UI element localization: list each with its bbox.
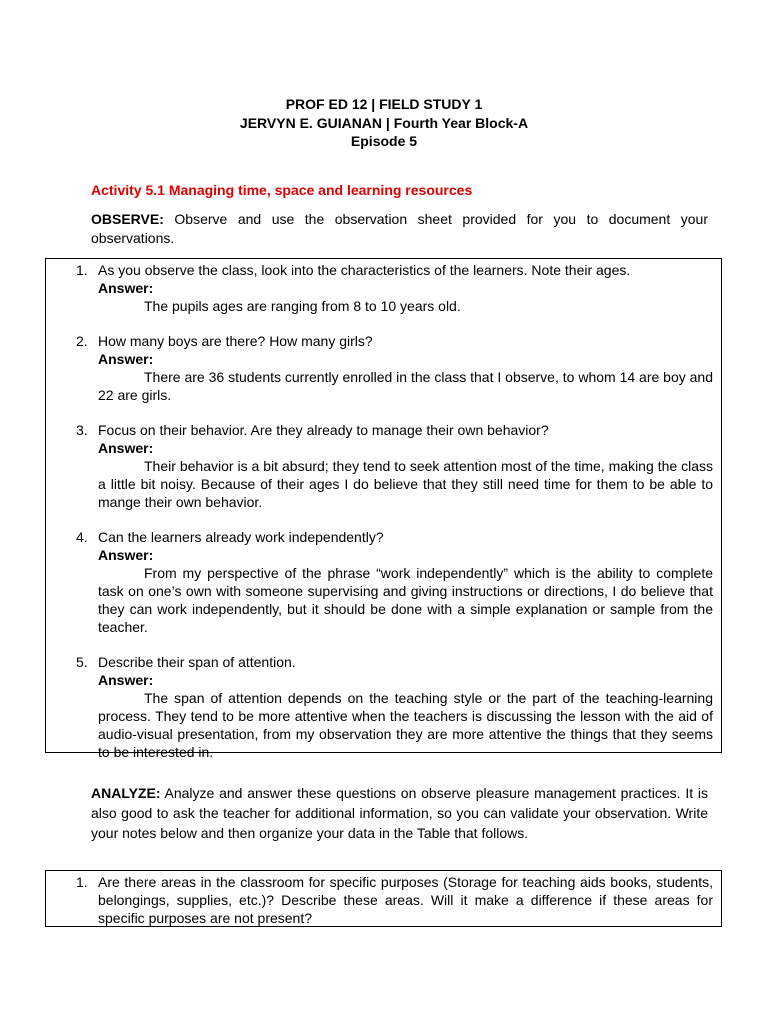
question-text: Are there areas in the classroom for specific purposes (Storage for teaching aids books, students, belongings, supplies, etc.)? Describe these areas. Will it make a difference if these areas for specific purposes are not present? [98,874,713,926]
student-name: JERVYN E. GUIANAN | Fourth Year Block-A [239,114,529,131]
item-number: 5. [76,654,88,670]
episode-title: Episode 5 [350,133,418,149]
answer-label: Answer: [98,440,154,456]
observe-instructions [91,210,708,248]
activity-title: Activity 5.1 Managing time, space and learning resources [91,182,473,198]
answer-text: There are 36 students currently enrolled in the class that I observe, to whom 14 are boy and 22 are girls. [98,369,713,403]
question-text: Can the learners already work independently? [98,529,384,545]
item-number: 2. [76,333,88,349]
answer-label: Answer: [98,547,154,563]
analyze-box [45,870,722,927]
observe-item-2 [46,332,721,404]
question-text: As you observe the class, look into the characteristics of the learners. Note their ages. [98,262,631,278]
answer-text: From my perspective of the phrase “work independently” which is the ability to complete task on one’s own with someone supervising and giving instructions or directions, I do believe that they can work independently, but it should be done with a simple explanation or sample from the teacher. [98,565,713,635]
item-number: 3. [76,422,88,438]
observe-text: Observe and use the observation sheet provided for you to document your observations. [91,211,708,246]
observe-item-1 [46,261,721,315]
question-text: Describe their span of attention. [98,654,296,670]
question-text: Focus on their behavior. Are they already to manage their own behavior? [98,422,549,438]
analyze-instructions [91,783,708,843]
answer-text: The span of attention depends on the teaching style or the part of the teaching-learning process. They tend to be more attentive when the teachers is discussing the lesson with the aid of audio-visual presentation, from my observation they are more attentive the things that they seems to be interested in. [98,690,713,760]
observe-item-4 [46,528,721,636]
item-number: 1. [76,874,88,890]
analyze-text: Analyze and answer these questions on observe pleasure management practices. It is also good to ask the teacher for additional information, so you can validate your observation. Write your notes below and then organize your data in the Table that follows. [91,785,708,841]
answer-label: Answer: [98,280,154,296]
answer-text: Their behavior is a bit absurd; they tend to seek attention most of the time, making the class a little bit noisy. Because of their ages I do believe that they still need time for them to be able to mange their own behavior. [98,458,713,510]
observe-box [45,258,722,760]
observe-item-5 [46,653,721,761]
question-text: How many boys are there? How many girls? [98,333,373,349]
item-number: 4. [76,529,88,545]
analyze-label: ANALYZE: [91,785,161,801]
answer-label: Answer: [98,351,154,367]
answer-text: The pupils ages are ranging from 8 to 10 years old. [144,298,461,314]
item-number: 1. [76,262,88,278]
document-header [0,95,768,151]
analyze-item-1 [46,873,721,927]
course-title: PROF ED 12 | FIELD STUDY 1 [285,96,483,112]
observe-label: OBSERVE: [91,211,164,227]
answer-label: Answer: [98,672,154,688]
observe-item-3 [46,421,721,511]
